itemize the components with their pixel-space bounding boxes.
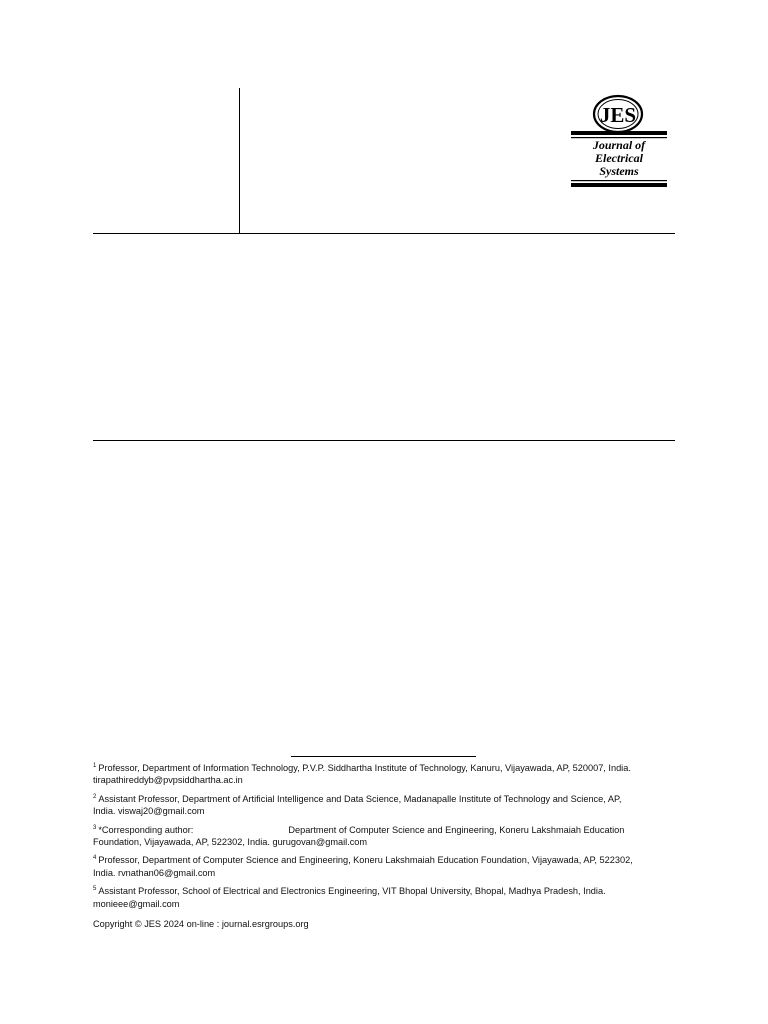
logo-initials: JES	[599, 103, 637, 127]
footnote-5	[93, 885, 638, 910]
logo-line-1: Journal of	[592, 138, 646, 152]
logo-line-2: Electrical	[595, 151, 643, 165]
footnote-marker: 3	[93, 824, 97, 831]
header-vertical-divider	[239, 88, 240, 234]
corresponding-author-label: *Corresponding author:	[98, 824, 194, 835]
footnote-1	[93, 762, 638, 787]
footnote-marker: 4	[93, 855, 97, 862]
copyright-line: Copyright © JES 2024 on-line : journal.esrgroups.org	[93, 919, 309, 930]
footnote-3	[93, 824, 638, 849]
logo-line-3: Systems	[599, 164, 639, 178]
footnote-marker: 5	[93, 886, 97, 893]
footnote-separator	[291, 756, 476, 757]
footnote-text: Assistant Professor, School of Electrical and Electronics Engineering, VIT Bhopal University, Bhopal, Madhya Pradesh, India. monieee@gmail.com	[93, 886, 606, 909]
journal-logo	[569, 92, 669, 188]
footnote-4	[93, 854, 638, 879]
header-bottom-rule	[93, 233, 675, 234]
footnotes	[93, 762, 638, 930]
abstract-bottom-rule	[93, 440, 675, 441]
footnote-text: Professor, Department of Information Technology, P.V.P. Siddhartha Institute of Technology, Kanuru, Vijayawada, AP, 520007, India. tirapathireddyb@pvpsiddhartha.ac.in	[93, 763, 631, 786]
footnote-text: Professor, Department of Computer Science and Engineering, Koneru Lakshmaiah Education Foundation, Vijayawada, AP, 522302, India. rvnathan06@gmail.com	[93, 855, 633, 878]
footnote-marker: 2	[93, 793, 97, 800]
footnote-text: Assistant Professor, Department of Artificial Intelligence and Data Science, Madanapalle Institute of Technology and Science, AP, India. viswaj20@gmail.com	[93, 793, 622, 817]
footnote-2	[93, 793, 638, 818]
footnote-marker: 1	[93, 762, 97, 769]
footnote-text: Department of Computer Science and Engineering, Koneru Lakshmaiah Education Foundation, Vijayawada, AP, 522302, India. gurugovan@gmail.com	[93, 824, 625, 848]
